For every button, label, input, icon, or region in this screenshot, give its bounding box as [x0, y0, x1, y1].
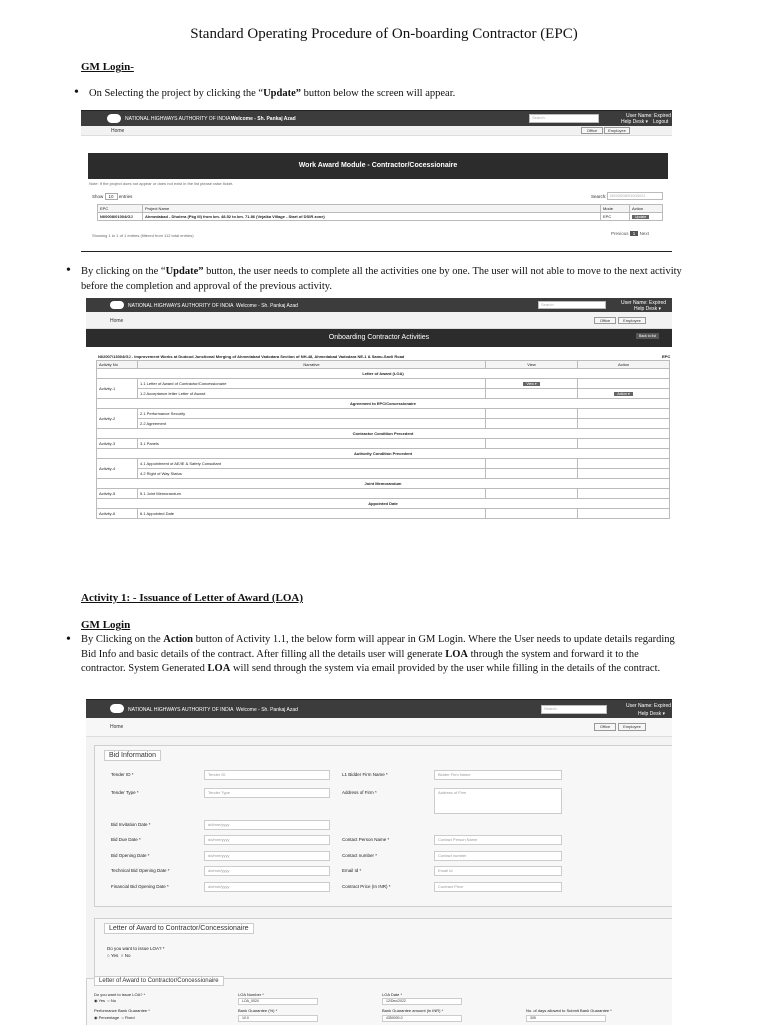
issue-loa-radios — [107, 953, 130, 958]
narrative-cell: 4.2 Right of Way Status — [138, 469, 486, 479]
view-cell — [486, 409, 578, 419]
col-action: Action — [578, 361, 670, 369]
activity-row — [97, 409, 670, 419]
field-label: Bid Opening Date * — [111, 853, 150, 858]
field-label: Contact Person Name * — [342, 837, 390, 842]
user-name: User Name: Expired — [626, 113, 672, 119]
bank-guarantee-amount-label: Bank Guarantee amount (in INR) * — [382, 1008, 444, 1013]
entries-select[interactable]: 10 — [105, 193, 118, 200]
view-button[interactable]: View ▾ — [523, 382, 539, 386]
activity-row — [97, 379, 670, 389]
perf-radios — [94, 1015, 135, 1020]
address-textarea[interactable]: Address of Firm — [434, 788, 562, 814]
action-cell — [578, 489, 670, 499]
table-footer: Showing 1 to 1 of 1 entries (filtered from 112 total entries) — [92, 233, 194, 238]
screenshot-onboarding-activities — [86, 298, 672, 520]
section-title: Authority Condition Precedent — [97, 449, 670, 459]
bank-guarantee-input[interactable]: 10.0 — [238, 1015, 318, 1022]
activity-number: Activity-6 — [97, 509, 138, 519]
activity-row — [97, 489, 670, 499]
welcome-text: Welcome - Sh. Pankaj Azad — [236, 707, 298, 713]
user-name: User Name: Expired — [626, 703, 672, 709]
bid-information-fieldset — [94, 745, 672, 907]
previous-button[interactable]: Previous — [611, 231, 629, 236]
home-link[interactable]: Home — [110, 724, 124, 730]
section-row — [97, 399, 670, 409]
action-cell — [578, 439, 670, 449]
action-cell — [578, 379, 670, 389]
view-cell — [486, 389, 578, 399]
bank-guarantee-amount-input[interactable]: 4350000.0 — [382, 1015, 462, 1022]
employee-button[interactable]: Employee — [618, 317, 646, 324]
action-cell — [578, 469, 670, 479]
field-label: Contact number * — [342, 853, 378, 858]
table-search-input[interactable]: NXI/0008/01004/GJ — [607, 192, 663, 200]
view-cell — [486, 509, 578, 519]
field-label: Technical Bid Opening Date * — [111, 868, 170, 873]
bullet-1-text: On Selecting the project by clicking the “Update” button below the screen will appear. — [89, 88, 456, 99]
field-label: Tender ID * — [111, 772, 134, 777]
field-input[interactable]: dd/mm/yyyy — [204, 866, 330, 876]
section-title: Joint Memorandum — [97, 479, 670, 489]
loa-date-input[interactable]: 12/Dec/2022 — [382, 998, 462, 1005]
loa-date-label: LOA Date * — [382, 992, 403, 997]
col-mode[interactable]: Mode — [601, 205, 630, 213]
org-name: NATIONAL HIGHWAYS AUTHORITY OF INDIA — [128, 303, 234, 309]
field-input[interactable]: Contract Price — [434, 882, 562, 892]
col-project-name[interactable]: Project Name — [143, 205, 601, 213]
narrative-cell: 2.1 Performance Security — [138, 409, 486, 419]
view-cell — [486, 379, 578, 389]
field-input[interactable]: dd/mm/yyyy — [204, 882, 330, 892]
yes-radio-2[interactable]: ◉ Yes — [94, 998, 106, 1003]
pagination — [611, 231, 649, 236]
nhai-logo-icon — [110, 301, 124, 309]
top-bar — [81, 111, 672, 126]
search-input[interactable]: Search — [541, 705, 607, 714]
narrative-cell: 6.1 Appointed Date — [138, 509, 486, 519]
help-desk-button[interactable]: Help Desk ▾ — [638, 711, 665, 717]
activity-1-heading: Activity 1: - Issuance of Letter of Award (LOA) — [81, 592, 303, 604]
screenshot-work-award — [81, 110, 672, 252]
office-button[interactable]: Office — [594, 317, 616, 324]
col-view: View — [486, 361, 578, 369]
top-bar — [86, 700, 672, 718]
field-label: Financial Bid Opening Date * — [111, 884, 169, 889]
action-cell — [578, 409, 670, 419]
action-cell — [578, 509, 670, 519]
field-label: Email Id * — [342, 868, 362, 873]
bullet-icon: • — [66, 263, 71, 278]
view-cell — [486, 439, 578, 449]
search-input[interactable]: Search — [538, 301, 606, 309]
action-cell — [578, 389, 670, 399]
org-name: NATIONAL HIGHWAYS AUTHORITY OF INDIA — [128, 707, 234, 713]
section-title: Agreement to EPC/Concessionaire — [97, 399, 670, 409]
narrative-cell: 3.1 Panels — [138, 439, 486, 449]
bullet-2-text: By clicking on the “Update” button, the user needs to complete all the activities one by one. The user will not able to move to the next activity before the completion and approval of the previous activity. — [81, 266, 682, 292]
sub-bar — [86, 312, 672, 329]
perf-bank-guarantee-label: Performance Bank Guarantee * — [94, 1008, 150, 1013]
section-row — [97, 449, 670, 459]
project-mode: EPC — [662, 354, 671, 359]
welcome-text: Welcome - Sh. Pankaj Azad — [236, 303, 298, 309]
activity-row — [97, 419, 670, 429]
user-name: User Name: Expired — [621, 300, 667, 306]
col-epc[interactable]: EPC — [98, 205, 143, 213]
days-allowed-label: No. of days allowed to Submit Bank Guarantee * — [526, 1008, 612, 1013]
employee-button[interactable]: Employee — [618, 723, 646, 731]
activity-row — [97, 459, 670, 469]
document-title: Standard Operating Procedure of On-boarding Contractor (EPC) — [190, 26, 578, 42]
gm-login-heading-2: GM Login — [81, 619, 131, 631]
activity-number: Activity-5 — [97, 489, 138, 499]
sub-bar — [81, 126, 672, 136]
percentage-radio[interactable]: ◉ Percentage — [94, 1015, 120, 1020]
project-table — [97, 204, 663, 221]
issue-loa-question-2: Do you want to issue LOA? * — [94, 992, 146, 997]
field-input[interactable]: Bidder Firm Name — [434, 770, 562, 780]
field-label: Bid Due Date * — [111, 837, 141, 842]
fixed-radio[interactable]: ○ Fixed — [121, 1015, 135, 1020]
employee-button[interactable]: Employee — [604, 127, 630, 134]
back-button[interactable]: Back to list — [636, 333, 659, 339]
narrative-cell: 5.1 Joint Memorandum — [138, 489, 486, 499]
table-row: NI/0008/01004/GJ Ahmedabad - Dholera (Pkg III) from km. 48.52 to km. 71.86 (Vejalka Village - Start of DSIR zone) EPC Update — [98, 213, 663, 221]
view-cell — [486, 469, 578, 479]
field-input[interactable]: Email Id — [434, 866, 562, 876]
section-title: Letter of Award (LOA) — [97, 369, 670, 379]
help-desk-button[interactable]: Help Desk ▾ — [621, 119, 648, 125]
screenshot-bid-form — [86, 699, 672, 1025]
section-row — [97, 499, 670, 509]
office-button[interactable]: Office — [581, 127, 603, 134]
view-cell — [486, 489, 578, 499]
no-radio-2[interactable]: ○ No — [107, 998, 116, 1003]
sub-bar — [86, 718, 672, 737]
top-bar — [86, 298, 672, 312]
bullet-icon: • — [66, 632, 71, 647]
field-input[interactable]: Tender Type — [204, 788, 330, 798]
narrative-cell: 2.2 Agreement — [138, 419, 486, 429]
note-text: Note: If the project does not appear or does not exist in the list please raise ticket. — [89, 181, 234, 186]
field-label: L1 Bidder Firm Name * — [342, 772, 388, 777]
next-button[interactable]: Next — [639, 231, 649, 236]
field-input[interactable]: Contact number — [434, 851, 562, 861]
action-cell — [578, 459, 670, 469]
activity-row — [97, 509, 670, 519]
action-cell — [578, 419, 670, 429]
bullet-icon: • — [74, 85, 79, 100]
activity-row — [97, 469, 670, 479]
narrative-cell: 1.1 Letter of Award of Contractor/Concessionaire — [138, 379, 486, 389]
issue-loa-radios-2 — [94, 998, 116, 1003]
action-button[interactable]: Action ▾ — [614, 392, 632, 396]
project-title: NI/2007/13004/GJ - Improvement Works at Dudood Junctional Merging of Ahmedabad Vadodara Section of NH-48, Ahmedabad Vadodara NE-1 & Samu-Savli Road — [98, 354, 405, 359]
bid-information-legend: Bid Information — [104, 750, 161, 761]
field-label: Tender Type * — [111, 790, 139, 795]
search-label: Search: — [591, 194, 607, 199]
bullet-3-text: By Clicking on the Action button of Activity 1.1, the below form will appear in GM Login. Where the User needs to update details regarding Bid Info and basic details of the contract. After filling all the details user will generate LOA through the system and forward it to the contractor. System Generated LOA will send through the system via email provided by the user while filling in the details of the contract. — [81, 634, 675, 674]
col-narrative: Narrative — [138, 361, 486, 369]
no-radio[interactable]: ○ No — [120, 953, 131, 958]
section-title: Contractor Condition Precedent — [97, 429, 670, 439]
col-activity-no: Activity No — [97, 361, 138, 369]
field-input[interactable]: Tender ID — [204, 770, 330, 780]
col-action: Action — [630, 205, 663, 213]
home-link[interactable]: Home — [111, 128, 125, 134]
loa-legend-2: Letter of Award to Contractor/Concessionaire — [94, 976, 224, 986]
field-input[interactable]: dd/mm/yyyy — [204, 835, 330, 845]
section-row — [97, 479, 670, 489]
loa-number-label: LOA Number * — [238, 992, 264, 997]
welcome-text: Welcome - Sh. Pankaj Azad — [231, 116, 296, 122]
field-input[interactable]: Contact Person Name — [434, 835, 562, 845]
help-desk-button[interactable]: Help Desk ▾ — [634, 306, 661, 312]
logout-button[interactable]: Logout — [653, 119, 669, 125]
section-row — [97, 429, 670, 439]
loa-legend: Letter of Award to Contractor/Concessionaire — [104, 923, 254, 934]
view-cell — [486, 459, 578, 469]
section-title: Appointed Date — [97, 499, 670, 509]
search-input[interactable]: Search — [529, 114, 599, 123]
gm-login-heading: GM Login- — [81, 61, 134, 73]
issue-loa-question: Do you want to issue LOA? * — [107, 946, 165, 951]
field-label: Contract Price (In INR) * — [342, 884, 391, 889]
narrative-cell: 1.2 Acceptance letter Letter of Award — [138, 389, 486, 399]
field-label: Bid Invitation Date * — [111, 822, 151, 827]
activity-number: Activity-4 — [97, 459, 138, 479]
nhai-logo-icon — [107, 114, 121, 123]
activity-row — [97, 439, 670, 449]
org-name: NATIONAL HIGHWAYS AUTHORITY OF INDIA — [125, 116, 231, 122]
activity-number: Activity-1 — [97, 379, 138, 399]
bank-guarantee-label: Bank Guarantee (%) * — [238, 1008, 278, 1013]
update-button[interactable]: Update — [632, 215, 649, 219]
page-1-button[interactable]: 1 — [630, 231, 639, 236]
loa-number-input[interactable]: LOA_0024 — [238, 998, 318, 1005]
field-label: Address of Firm * — [342, 790, 377, 795]
office-button[interactable]: Office — [594, 723, 616, 731]
narrative-cell: 4.1 Appointment of AE/IE & Safety Consultant — [138, 459, 486, 469]
view-cell — [486, 419, 578, 429]
section-row — [97, 369, 670, 379]
activities-table — [96, 360, 670, 519]
yes-radio[interactable]: ○ Yes — [107, 953, 119, 958]
field-input[interactable]: dd/mm/yyyy — [204, 851, 330, 861]
days-allowed-input[interactable]: 305 — [526, 1015, 606, 1022]
activity-number: Activity-2 — [97, 409, 138, 429]
activities-header: Onboarding Contractor Activities — [86, 329, 672, 347]
home-link[interactable]: Home — [110, 318, 124, 324]
module-header: Work Award Module - Contractor/Cocessionaire — [88, 153, 668, 179]
field-input[interactable]: dd/mm/yyyy — [204, 820, 330, 830]
nhai-logo-icon — [110, 704, 124, 713]
activity-row — [97, 389, 670, 399]
activity-number: Activity-3 — [97, 439, 138, 449]
show-entries: Show 10 entries — [92, 194, 133, 199]
